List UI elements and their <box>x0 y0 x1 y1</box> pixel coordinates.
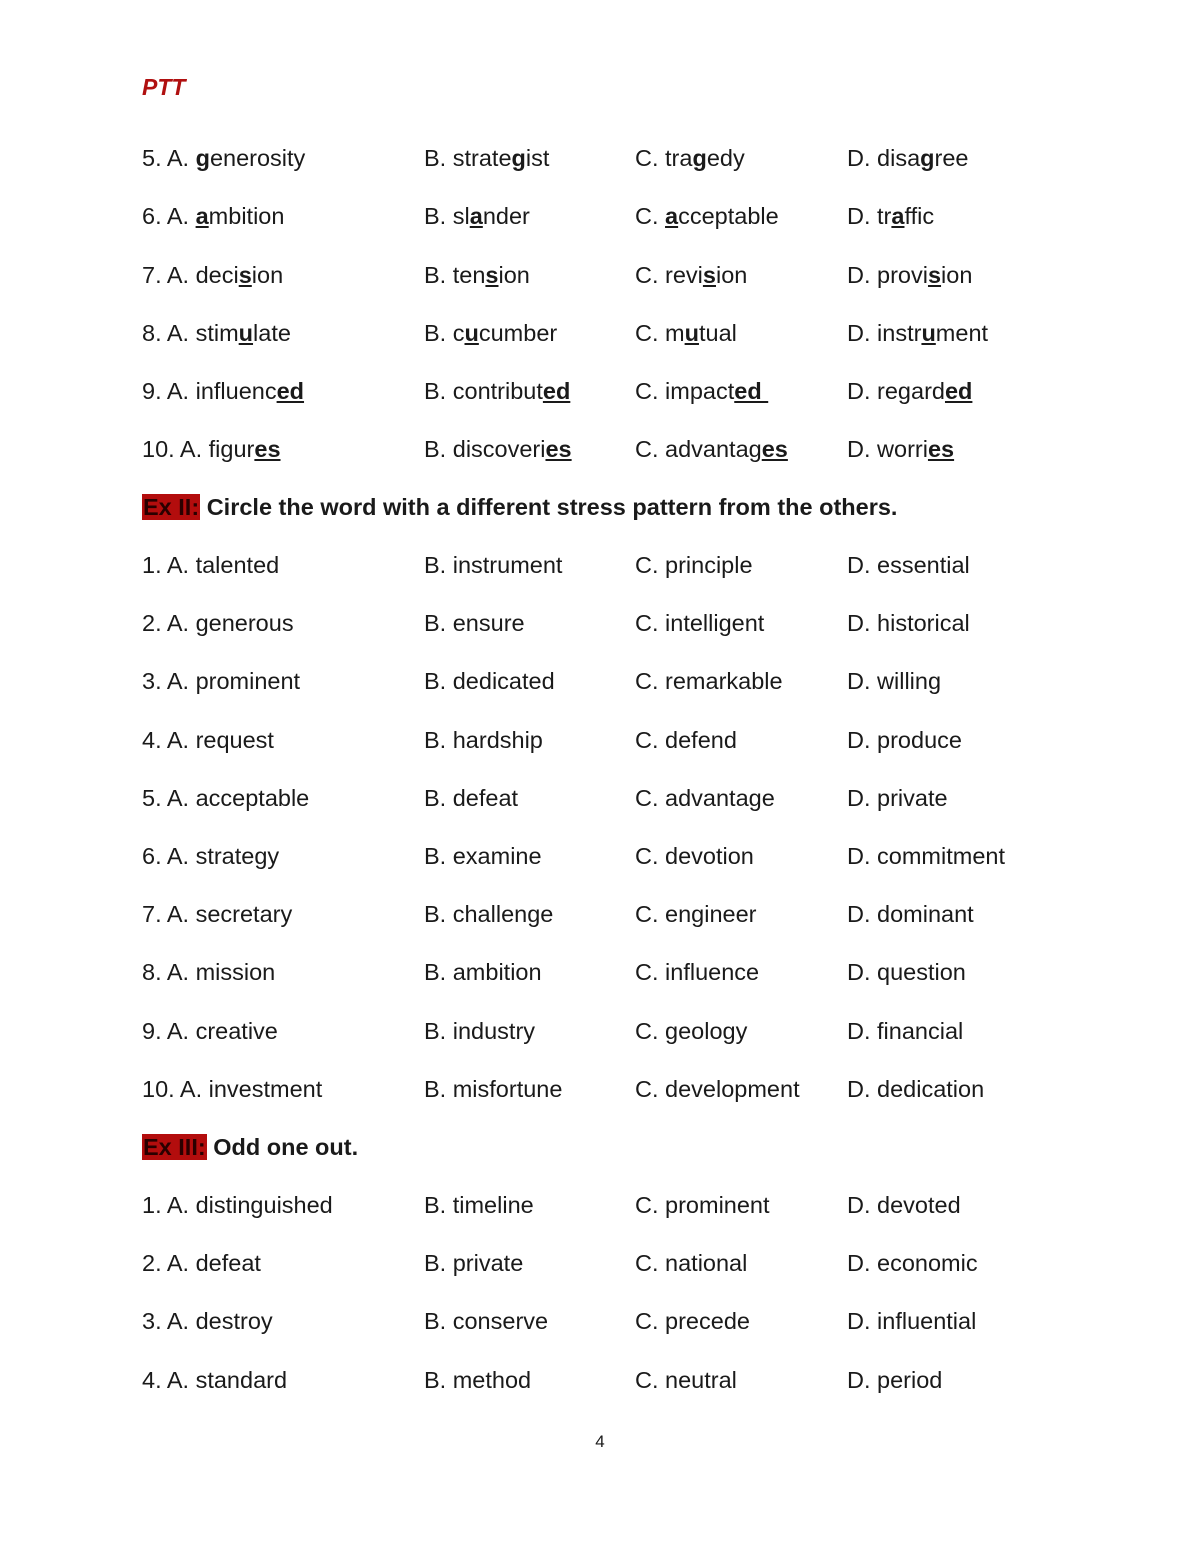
option-a[interactable] <box>142 665 300 697</box>
option-text: A. distinguished <box>166 1192 333 1218</box>
option-text: A. defeat <box>166 1250 261 1277</box>
option-a[interactable] <box>142 1015 278 1047</box>
option-text: D. commitment <box>847 843 1005 869</box>
question-number: 10. <box>142 1075 175 1102</box>
option-d[interactable] <box>847 1015 963 1047</box>
question-number: 2. <box>142 1250 162 1277</box>
option-a[interactable] <box>142 782 309 814</box>
option-b[interactable] <box>424 607 525 639</box>
option-text: D. devoted <box>847 1192 961 1218</box>
question-row <box>142 840 1142 872</box>
option-d[interactable] <box>847 607 970 639</box>
option-a[interactable]: 9. A. influenced <box>142 378 305 404</box>
option-c[interactable] <box>635 1015 747 1047</box>
option-text: C. national <box>635 1250 748 1277</box>
option-text: C. geology <box>635 1017 748 1044</box>
question-row <box>142 1305 1142 1337</box>
question-row <box>142 1015 1142 1047</box>
option-text: C. intelligent <box>635 610 765 637</box>
option-c[interactable] <box>635 1305 750 1337</box>
option-text: D. influential <box>847 1308 977 1335</box>
option-a[interactable] <box>142 549 279 581</box>
option-a[interactable] <box>142 1364 287 1396</box>
question-row <box>142 142 1142 174</box>
option-text: C. prominent <box>635 1192 770 1218</box>
option-c[interactable] <box>635 549 753 581</box>
option-text: D. dominant <box>847 901 974 928</box>
question-number: 8. <box>142 959 162 986</box>
question-row <box>142 1364 1142 1396</box>
option-c[interactable] <box>635 956 759 988</box>
question-number: 1. <box>142 552 162 578</box>
option-text: C. development <box>635 1075 800 1102</box>
option-c[interactable] <box>635 898 757 930</box>
option-text: B. method <box>424 1366 532 1393</box>
option-text: A. acceptable <box>166 784 310 811</box>
option-text: C. principle <box>635 552 753 578</box>
question-row <box>142 607 1142 639</box>
option-text: B. ambition <box>424 959 542 986</box>
exercise-3-tag: Ex III: <box>143 1134 206 1160</box>
option-a[interactable]: 6. A. ambition <box>142 203 285 229</box>
question-row <box>142 1073 1142 1105</box>
question-row <box>142 956 1142 988</box>
question-number: 1. <box>142 1192 162 1218</box>
option-b[interactable] <box>424 840 542 872</box>
option-text: A. creative <box>166 1017 278 1044</box>
option-a[interactable] <box>142 1247 261 1279</box>
option-text: A. mission <box>166 959 276 986</box>
question-number: 6. <box>142 843 162 869</box>
option-d[interactable] <box>847 1189 961 1221</box>
option-b[interactable] <box>424 1364 531 1396</box>
option-b[interactable]: B. strategist <box>424 145 550 171</box>
option-text: B. timeline <box>424 1192 534 1218</box>
option-text: B. conserve <box>424 1308 549 1335</box>
option-a[interactable] <box>142 840 279 872</box>
option-text: B. instrument <box>424 552 563 578</box>
question-number: 5. <box>142 784 162 811</box>
option-c[interactable] <box>635 724 737 756</box>
exercise-3-title <box>142 1131 358 1163</box>
option-text: C. influence <box>635 959 760 986</box>
option-text: B. challenge <box>424 901 554 928</box>
option-c[interactable] <box>635 1189 770 1221</box>
option-b[interactable] <box>424 898 553 930</box>
option-text: A. secretary <box>166 901 293 928</box>
option-text: B. ensure <box>424 610 525 637</box>
exercise-2-tag: Ex II: <box>143 494 200 520</box>
option-c[interactable]: C. mutual <box>635 320 737 346</box>
option-d[interactable]: D. disagree <box>847 145 969 171</box>
question-row <box>142 433 1142 465</box>
option-b[interactable]: B. cucumber <box>424 320 558 346</box>
option-text: C. precede <box>635 1308 750 1335</box>
option-d[interactable] <box>847 724 962 756</box>
option-text: A. request <box>166 726 274 753</box>
option-a[interactable] <box>142 898 292 930</box>
option-b[interactable] <box>424 1073 562 1105</box>
question-row <box>142 782 1142 814</box>
option-a[interactable] <box>142 607 294 639</box>
option-c[interactable] <box>635 782 775 814</box>
option-d[interactable] <box>847 665 941 697</box>
question-row <box>142 317 1142 349</box>
option-b[interactable]: B. slander <box>424 203 530 229</box>
option-b[interactable] <box>424 1305 548 1337</box>
question-number: 2. <box>142 610 162 637</box>
option-text: B. hardship <box>424 726 543 753</box>
option-c[interactable] <box>635 1073 800 1105</box>
option-text: D. financial <box>847 1017 964 1044</box>
option-text: B. private <box>424 1250 524 1277</box>
option-d[interactable] <box>847 549 970 581</box>
option-text: D. question <box>847 959 966 986</box>
option-a[interactable] <box>142 1305 273 1337</box>
option-c[interactable] <box>635 607 764 639</box>
question-number: 7. <box>142 901 162 928</box>
option-d[interactable]: D. instrument <box>847 320 989 346</box>
option-text: B. dedicated <box>424 668 555 695</box>
option-b[interactable] <box>424 1247 523 1279</box>
option-text: C. defend <box>635 726 737 753</box>
option-text: C. devotion <box>635 843 754 869</box>
option-d[interactable] <box>847 956 966 988</box>
option-d[interactable]: D. regarded <box>847 378 973 404</box>
option-text: A. talented <box>166 552 280 578</box>
option-b[interactable] <box>424 782 518 814</box>
option-b[interactable] <box>424 724 543 756</box>
option-d[interactable] <box>847 782 948 814</box>
option-text: D. period <box>847 1366 943 1393</box>
option-text: B. examine <box>424 843 542 869</box>
question-row <box>142 549 1142 581</box>
question-number: 3. <box>142 668 162 695</box>
option-c[interactable] <box>635 1364 737 1396</box>
exercise-3-instruction: Odd one out. <box>206 1134 359 1160</box>
option-text: D. essential <box>847 552 970 578</box>
option-d[interactable] <box>847 898 974 930</box>
option-b[interactable]: B. contributed <box>424 378 571 404</box>
option-b[interactable] <box>424 1015 535 1047</box>
option-a[interactable] <box>142 724 274 756</box>
page-header: PTT <box>142 74 186 100</box>
question-row <box>142 898 1142 930</box>
option-c[interactable] <box>635 1247 747 1279</box>
option-d[interactable] <box>847 1073 984 1105</box>
exercise-2-title <box>142 491 897 523</box>
option-a[interactable] <box>142 1073 322 1105</box>
option-text: C. engineer <box>635 901 757 928</box>
option-d[interactable]: D. worries <box>847 436 955 462</box>
option-a[interactable] <box>142 1189 333 1221</box>
option-text: A. strategy <box>166 843 280 869</box>
option-c[interactable] <box>635 665 783 697</box>
question-number: 4. <box>142 1366 162 1393</box>
question-row <box>142 1189 1142 1221</box>
option-d[interactable] <box>847 1364 942 1396</box>
option-b[interactable] <box>424 665 555 697</box>
option-d[interactable] <box>847 1305 976 1337</box>
option-a[interactable]: 10. A. figures <box>142 436 281 462</box>
option-text: D. willing <box>847 668 942 695</box>
option-text: A. prominent <box>166 668 301 695</box>
question-row <box>142 724 1142 756</box>
option-c[interactable]: C. impacted <box>635 378 769 404</box>
option-text: B. misfortune <box>424 1075 563 1102</box>
option-text: D. private <box>847 784 948 811</box>
option-a[interactable]: 5. A. generosity <box>142 145 306 171</box>
question-row <box>142 200 1142 232</box>
question-row <box>142 259 1142 291</box>
exercise-2-instruction: Circle the word with a different stress pattern from the others. <box>200 494 898 520</box>
option-c[interactable]: C. revision <box>635 262 748 288</box>
option-b[interactable]: B. discoveries <box>424 436 572 462</box>
option-d[interactable]: D. traffic <box>847 203 935 229</box>
option-text: A. destroy <box>166 1308 273 1335</box>
option-text: C. neutral <box>635 1366 737 1393</box>
question-number: 3. <box>142 1308 162 1335</box>
option-text: D. produce <box>847 726 962 753</box>
option-c[interactable]: C. advantages <box>635 436 788 462</box>
option-d[interactable]: D. provision <box>847 262 973 288</box>
question-number: 9. <box>142 1017 162 1044</box>
option-a[interactable]: 7. A. decision <box>142 262 284 288</box>
option-text: B. industry <box>424 1017 536 1044</box>
option-b[interactable] <box>424 549 562 581</box>
option-a[interactable]: 8. A. stimulate <box>142 320 291 346</box>
option-b[interactable] <box>424 956 542 988</box>
option-text: A. standard <box>166 1366 288 1393</box>
option-text: D. dedication <box>847 1075 985 1102</box>
option-b[interactable] <box>424 1189 534 1221</box>
option-text: C. advantage <box>635 784 775 811</box>
page-number: 4 <box>595 1432 605 1451</box>
question-row <box>142 665 1142 697</box>
option-text: A. investment <box>179 1075 323 1102</box>
question-row <box>142 375 1142 407</box>
option-text: D. historical <box>847 610 970 637</box>
option-b[interactable]: B. tension <box>424 262 530 288</box>
question-row <box>142 1247 1142 1279</box>
option-c[interactable]: C. acceptable <box>635 203 779 229</box>
option-a[interactable] <box>142 956 275 988</box>
option-c[interactable]: C. tragedy <box>635 145 745 171</box>
option-d[interactable] <box>847 840 1005 872</box>
option-c[interactable] <box>635 840 754 872</box>
option-text: C. remarkable <box>635 668 783 695</box>
option-text: D. economic <box>847 1250 978 1277</box>
question-number: 4. <box>142 726 162 753</box>
option-text: B. defeat <box>424 784 519 811</box>
option-d[interactable] <box>847 1247 978 1279</box>
option-text: A. generous <box>166 610 294 637</box>
